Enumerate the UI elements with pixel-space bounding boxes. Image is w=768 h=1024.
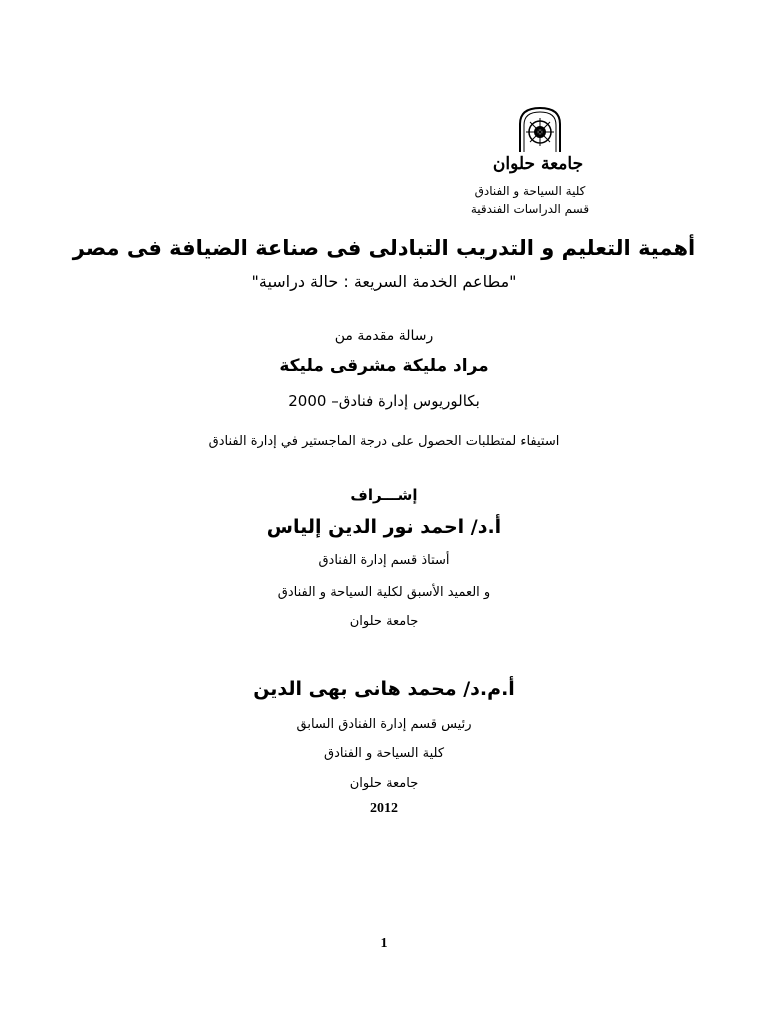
- supervisor1-university: جامعة حلوان: [349, 614, 419, 629]
- page-number: 1: [380, 936, 388, 951]
- thesis-purpose: استيفاء لمتطلبات الحصول على درجة الماجستير في إدارة الفنادق: [208, 434, 560, 449]
- thesis-title: أهمية التعليم و التدريب التبادلى فى صناعة الضيافة فى مصر: [72, 236, 696, 260]
- logo-text: جامعة حلوان: [492, 154, 584, 174]
- supervision-heading: إشـــراف: [350, 486, 418, 504]
- presented-by-label: رسالة مقدمة من: [334, 328, 434, 344]
- supervisor2-name: أ.م.د/ محمد هانى بهى الدين: [253, 678, 515, 700]
- supervisor2-title: رئيس قسم إدارة الفنادق السابق: [296, 717, 472, 732]
- author-name: مراد مليكة مشرقى مليكة: [279, 356, 489, 376]
- supervisor1-name: أ.د/ احمد نور الدين إلياس: [266, 516, 502, 538]
- supervisor2-faculty: كلية السياحة و الفنادق: [323, 746, 445, 761]
- faculty-name: كلية السياحة و الفنادق: [474, 184, 586, 198]
- thesis-subtitle: "مطاعم الخدمة السريعة : حالة دراسية": [251, 272, 517, 291]
- department-name: قسم الدراسات الفندقية: [470, 202, 590, 216]
- author-degree: بكالوريوس إدارة فنادق– 2000: [288, 392, 480, 410]
- thesis-year: 2012: [370, 801, 398, 816]
- supervisor2-university: جامعة حلوان: [349, 776, 419, 791]
- supervisor1-title: أستاذ قسم إدارة الفنادق: [318, 553, 450, 568]
- supervisor1-role: و العميد الأسبق لكلية السياحة و الفنادق: [277, 585, 491, 600]
